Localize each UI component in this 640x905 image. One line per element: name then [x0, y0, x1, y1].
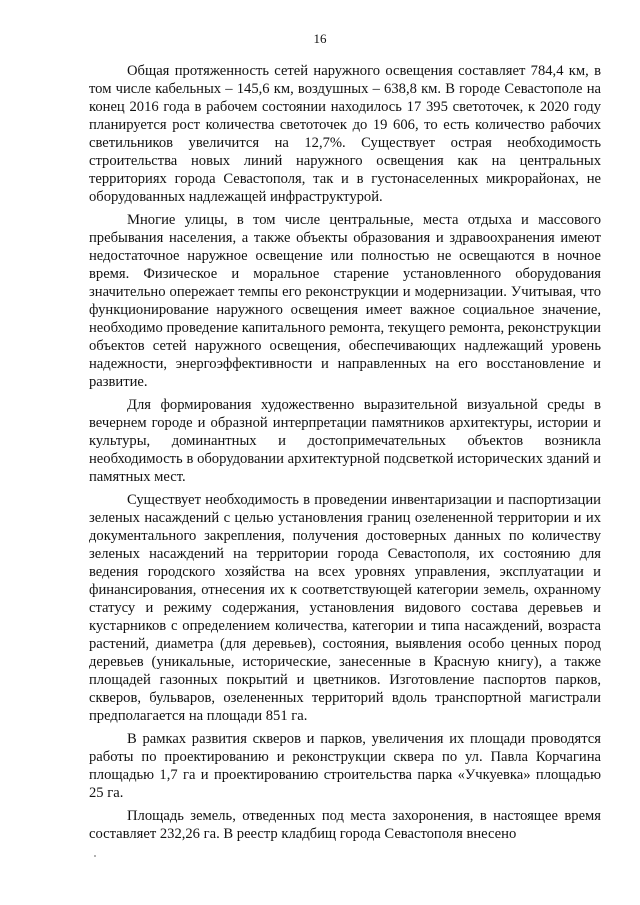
scan-speck — [94, 855, 96, 857]
document-body — [89, 62, 601, 848]
paragraph-street-lighting-networks: Общая протяженность сетей наружного освещения составляет 784,4 км, в том числе кабельных – 145,6 км, воздушных – 638,8 км. В городе Севастополе на конец 2016 года в рабочем состоянии находилось 17 395 светоточек, к 2020 году планируется рост количества светоточек до 19 606, то есть количество рабочих светильников увеличится на 12,7%. Существует острая необходимость строительства новых линий наружного освещения как на центральных территориях города Севастополя, так и в густонаселенных микрорайонах, не оборудованных надлежащей инфраструктурой. — [89, 63, 601, 205]
paragraph-green-space-inventory: Существует необходимость в проведении инвентаризации и паспортизации зеленых насаждений с целью установления границ озелененной территории и их документального закрепления, получения достоверных данных по количеству зеленых насаждений на территории города Севастополя, их состоянию для ведения городского хозяйства на всех уровнях управления, эксплуатации и финансирования, отнесения их к соответствующей категории земель, охранному статусу и режиму содержания, установления видового состава деревьев и кустарников с определением количества, категории и типа насаждений, возраста растений, диаметра (для деревьев), состояния, выявления особо ценных пород деревьев (уникальные, исторические, занесенные в Красную книгу), а также площадей газонных покрытий и цветников. Изготовление паспортов парков, скверов, бульваров, озелененных территорий вдоль транспортной магистрали предполагается на площади 851 га. — [89, 492, 601, 724]
paragraph-burial-land: Площадь земель, отведенных под места захоронения, в настоящее время составляет 232,26 га. В реестр кладбищ города Севастополя внесено — [89, 808, 601, 842]
page-number: 16 — [313, 31, 327, 46]
paragraph-architectural-illumination: Для формирования художественно выразительной визуальной среды в вечернем городе и образной интерпретации памятников архитектуры, истории и культуры, доминантных и достопримечательных объектов возникла необходимость в оборудовании архитектурной подсветкой исторических зданий и памятных мест. — [89, 397, 601, 485]
paragraph-insufficient-lighting: Многие улицы, в том числе центральные, места отдыха и массового пребывания населения, а также объекты образования и здравоохранения имеют недостаточное наружное освещение или полностью не освещаются в ночное время. Физическое и моральное старение установленного оборудования значительно опережает темпы его реконструкции и модернизации. Учитывая, что функционирование наружного освещения имеет важное социальное значение, необходимо проведение капитального ремонта, текущего ремонта, реконструкции объектов сетей наружного освещения, обеспечивающих надлежащий уровень надежности, энергоэффективности и направленных на его восстановление и развитие. — [89, 212, 601, 390]
paragraph-squares-and-parks: В рамках развития скверов и парков, увеличения их площади проводятся работы по проектированию и реконструкции сквера по ул. Павла Корчагина площадью 1,7 га и проектированию строительства парка «Учкуевка» площадью 25 га. — [89, 731, 601, 801]
